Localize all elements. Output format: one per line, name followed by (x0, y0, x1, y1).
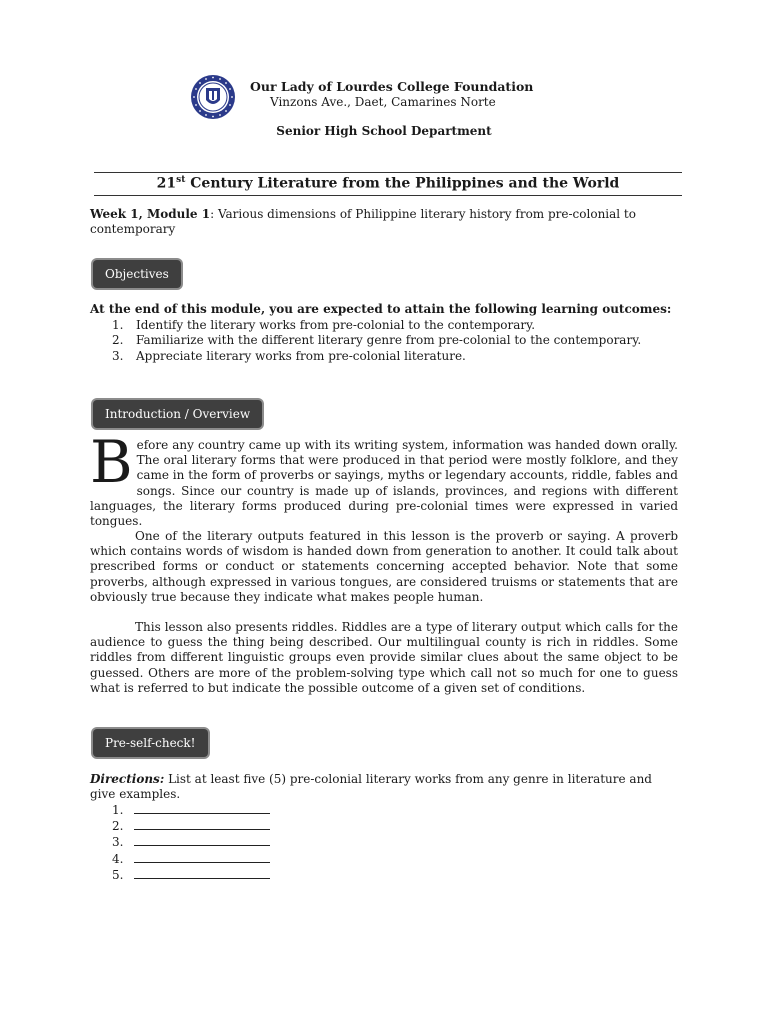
list-item (112, 851, 270, 867)
list-item (112, 318, 641, 333)
list-text: Appreciate literary works from pre-colonial literature. (136, 348, 466, 363)
directions-body: List at least five (5) pre-colonial literary works from any genre in literature and give examples. (90, 772, 652, 802)
objectives-section-tab: Objectives (93, 260, 181, 288)
course-title-number: 21 (156, 175, 177, 192)
intro-paragraph-3: This lesson also presents riddles. Riddles are a type of literary output which calls for the audience to guess the thing being described. Our multilingual county is rich in riddles. Some riddles from different linguistic groups even provide similar clues about the same object to be guessed. Others are more of the problem-solving type which call not so much for one to guess what is referred to but indicate the possible outcome of a given set of conditions. (90, 620, 678, 695)
list-number: 3. (112, 835, 124, 850)
list-number: 4. (112, 851, 124, 866)
list-number: 1. (112, 318, 124, 332)
week-module-description: : Various dimensions of Philippine literary history from pre-colonial to contemporary (90, 207, 636, 237)
objectives-list (112, 318, 641, 364)
directions-label: Directions: (90, 772, 165, 786)
answer-list (112, 802, 270, 883)
title-bottom-rule (94, 195, 682, 196)
list-number: 2. (112, 333, 124, 348)
intro-paragraph-1-text: efore any country came up with its writing system, information was handed down orally. The oral literary forms that were produced in that period were mostly folklore, and they came in the form of proverbs or sayings, myths or legendary accounts, riddle, fables and songs. Since our country is made up of islands, provinces, and regions with different languages, the literary forms produced during pre-colonial times were expressed in varied tongues. (90, 438, 678, 529)
school-seal-logo (190, 74, 236, 120)
intro-paragraph-2: One of the literary outputs featured in this lesson is the proverb or saying. A proverb which contains words of wisdom is handed down from generation to another. It could talk about prescribed forms or conduct or statements concerning accepted behavior. Note that some proverbs, although expressed in various tongues, are considered truisms or statements that are obviously true because they indicate what makes people human. (90, 529, 678, 604)
objectives-lead: At the end of this module, you are expected to attain the following learning outcomes: (90, 302, 672, 316)
introduction-section-tab: Introduction / Overview (93, 400, 262, 428)
course-title-ordinal: st (176, 175, 186, 185)
list-number: 1. (112, 803, 124, 817)
department-name: Senior High School Department (276, 124, 492, 138)
list-number: 3. (112, 348, 124, 363)
week-module-label: Week 1, Module 1 (90, 207, 211, 221)
list-text: Identify the literary works from pre-colonial to the contemporary. (136, 318, 536, 332)
course-title (94, 175, 682, 192)
school-address: Vinzons Ave., Daet, Camarines Norte (270, 95, 496, 109)
title-top-rule (94, 172, 682, 173)
list-item (112, 802, 270, 818)
answer-blank-line (134, 851, 270, 863)
school-name: Our Lady of Lourdes College Foundation (250, 79, 534, 94)
list-item (112, 867, 270, 883)
drop-cap: B (90, 428, 133, 496)
answer-blank-line (134, 818, 270, 830)
pre-self-check-section-tab: Pre-self-check! (93, 729, 208, 757)
directions-text (90, 772, 678, 802)
list-item (112, 834, 270, 850)
list-number: 2. (112, 819, 124, 834)
course-title-text: Century Literature from the Philippines and the World (185, 175, 620, 192)
intro-paragraph-1 (90, 428, 678, 529)
answer-blank-line (134, 834, 270, 846)
list-item (112, 333, 641, 348)
list-item (112, 818, 270, 834)
week-module-line (90, 207, 678, 237)
answer-blank-line (134, 802, 270, 814)
list-number: 5. (112, 867, 124, 882)
list-item (112, 349, 641, 364)
answer-blank-line (134, 867, 270, 879)
list-text: Familiarize with the different literary genre from pre-colonial to the contemporary. (136, 333, 642, 348)
